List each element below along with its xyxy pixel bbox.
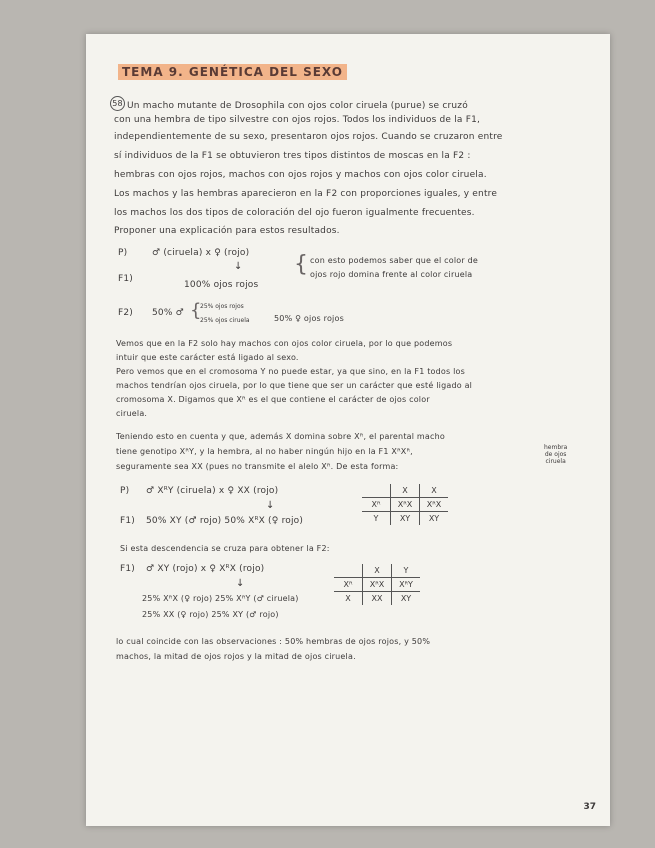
page-number: 37 — [583, 802, 596, 812]
cross2-p-cross: ♂ XᴿY (ciruela) x ♀ XX (rojo) — [146, 486, 279, 496]
table-cell: XᴿY — [392, 578, 421, 592]
problem-line-3: sí individuos de la F1 se obtuvieron tres tipos distintos de moscas en la F2 : — [114, 151, 471, 161]
cross1-f1-label: F1) — [118, 274, 134, 284]
explanation-line-3: machos tendrían ojos ciruela, por lo que tiene que ser un carácter que esté ligado al — [116, 381, 473, 390]
cross1-f1-result: 100% ojos rojos — [184, 280, 259, 290]
table-cell: XᴿX — [363, 578, 392, 592]
cross1-note-1: con esto podemos saber que el color de — [310, 256, 478, 265]
table-cell: XX — [363, 592, 392, 606]
side-note: hembra de ojos ciruela — [544, 444, 568, 465]
cross1-f2-sub2: 25% ojos ciruela — [200, 317, 250, 324]
explanation-line-2: Pero vemos que en el cromosoma Y no puede estar, ya que sino, en la F1 todos los — [116, 367, 466, 376]
punnett-table-f1 — [362, 484, 448, 525]
notebook-page — [86, 34, 610, 826]
table-cell — [362, 484, 391, 498]
cross2-p-label: P) — [120, 486, 130, 496]
explanation2-line-2: seguramente sea XX (pues no transmite el alelo Xᴿ. De esta forma: — [116, 462, 399, 471]
cross3-result-2: 25% XX (♀ rojo) 25% XY (♂ rojo) — [142, 610, 279, 619]
problem-line-2: independientemente de su sexo, presentaron ojos rojos. Cuando se cruzaron entre — [114, 132, 503, 142]
conclusion-line-0: lo cual coincide con las observaciones : 50% hembras de ojos rojos, y 50% — [116, 637, 431, 646]
table-cell: XY — [420, 512, 449, 526]
cross1-f2-label: F2) — [118, 308, 134, 318]
cross1-p-cross: ♂ (ciruela) x ♀ (rojo) — [152, 248, 250, 258]
explanation-line-1: intuir que este carácter está ligado al sexo. — [116, 353, 299, 362]
conclusion-line-1: machos, la mitad de ojos rojos y la mitad de ojos ciruela. — [116, 652, 356, 661]
explanation2-line-1: tiene genotipo XᴿY, y la hembra, al no haber ningún hijo en la F1 XᴿXᴿ, — [116, 447, 413, 456]
table-cell: XᴿX — [391, 498, 420, 512]
cross1-f2-sub1: 25% ojos rojos — [200, 303, 244, 310]
f2-brace: { — [190, 300, 202, 321]
table-cell: Y — [392, 564, 421, 578]
cross3-arrow: ↓ — [236, 578, 245, 589]
cross2-f1-result: 50% XY (♂ rojo) 50% XᴿX (♀ rojo) — [146, 516, 304, 526]
table-cell: X — [420, 484, 449, 498]
table-cell — [334, 564, 363, 578]
table-cell: Y — [362, 512, 391, 526]
table-cell: X — [363, 564, 392, 578]
problem-number: 58 — [110, 96, 125, 111]
table-cell: X — [334, 592, 363, 606]
cross1-p-label: P) — [118, 248, 128, 258]
table-cell: Xᴿ — [362, 498, 391, 512]
table-cell: X — [391, 484, 420, 498]
page-title: TEMA 9. GENÉTICA DEL SEXO — [118, 64, 347, 80]
cross1-arrow: ↓ — [234, 261, 243, 272]
table-cell: XY — [392, 592, 421, 606]
note-brace: { — [294, 252, 308, 277]
cross2-f1-label: F1) — [120, 516, 136, 526]
table-cell: XᴿX — [420, 498, 449, 512]
cross1-f2-female: 50% ♀ ojos rojos — [274, 314, 344, 323]
cross1-f2-male: 50% ♂ — [152, 308, 184, 318]
explanation-line-4: cromosoma X. Digamos que Xᴿ es el que contiene el carácter de ojos color — [116, 395, 430, 404]
problem-line-4: hembras con ojos rojos, machos con ojos rojos y machos con ojos color ciruela. — [114, 170, 487, 180]
explanation-line-5: ciruela. — [116, 409, 148, 418]
cross3-f1-cross: ♂ XY (rojo) x ♀ XᴿX (rojo) — [146, 564, 265, 574]
explanation-line-0: Vemos que en la F2 solo hay machos con ojos color ciruela, por lo que podemos — [116, 339, 453, 348]
problem-line-7: Proponer una explicación para estos resultados. — [114, 226, 340, 236]
cross3-result-1: 25% XᴿX (♀ rojo) 25% XᴿY (♂ ciruela) — [142, 594, 299, 603]
cross2-arrow: ↓ — [266, 500, 275, 511]
problem-line-6: los machos los dos tipos de coloración del ojo fueron igualmente frecuentes. — [114, 208, 475, 218]
problem-line-1: con una hembra de tipo silvestre con ojos rojos. Todos los individuos de la F1, — [114, 115, 481, 125]
table-cell: XY — [391, 512, 420, 526]
table-cell: Xᴿ — [334, 578, 363, 592]
cross1-note-2: ojos rojo domina frente al color ciruela — [310, 270, 473, 279]
problem-line-5: Los machos y las hembras aparecieron en la F2 con proporciones iguales, y entre — [114, 189, 498, 199]
cross3-f1-label: F1) — [120, 564, 136, 574]
punnett-table-f2 — [334, 564, 420, 605]
problem-line-0: 58 Un macho mutante de Drosophila con ojos color ciruela (purue) se cruzó — [110, 98, 468, 113]
cross3-intro: Si esta descendencia se cruza para obtener la F2: — [120, 544, 330, 553]
explanation2-line-0: Teniendo esto en cuenta y que, además X domina sobre Xᴿ, el parental macho — [116, 432, 445, 441]
